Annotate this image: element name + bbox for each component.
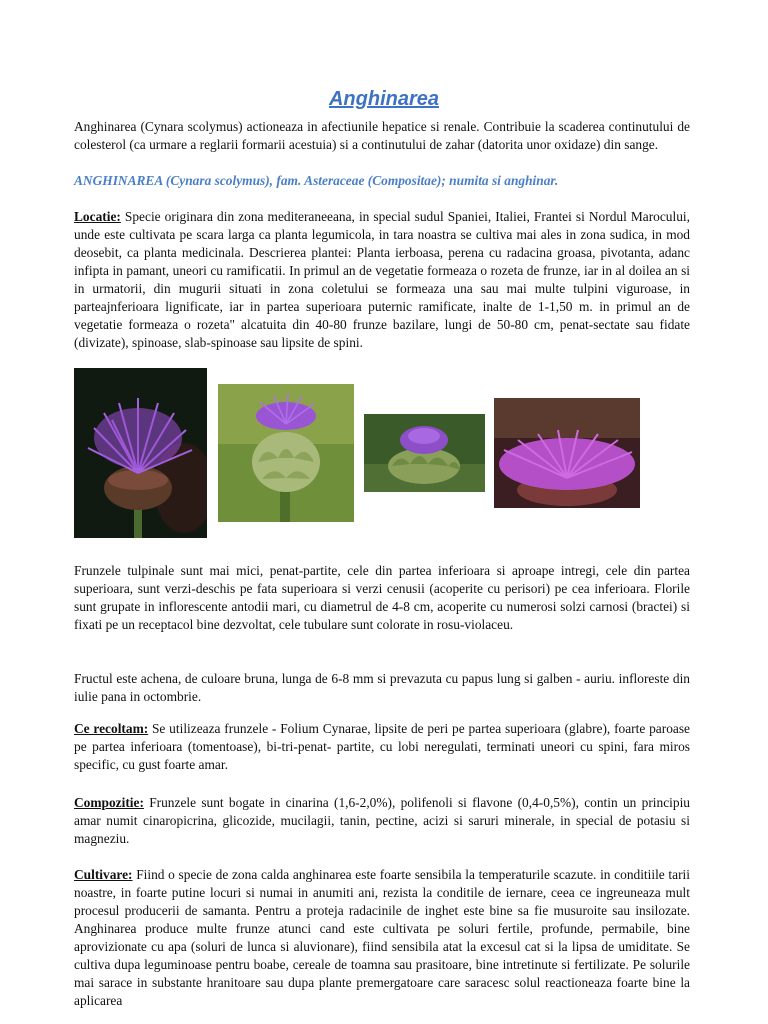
page-title: Anghinarea (328, 88, 440, 110)
artichoke-photo-4 (494, 398, 640, 508)
paragraph-frunze: Frunzele tulpinale sunt mai mici, penat-partite, cele din partea inferioara si aproape intregi, cele din partea superioara, sunt verzi-deschis pe fata superioara si verzi cenusii (acoperite cu perisori) pe cea inferioara. Florile sunt grupate in inflorescente antodii mari, cu diametrul de 4-8 cm, acoperite cu numerosi solzi carnosi (bractei) si fixati pe un receptacol bine dezvoltat, cele tubulare sunt colorate in rosu-violaceu. (74, 563, 690, 632)
paragraph-fructul: Fructul este achena, de culoare bruna, lunga de 6-8 mm si prevazuta cu papus lung si galben - auriu. infloreste din iulie pana in octombrie. (74, 671, 690, 704)
locatie-paragraph (74, 208, 690, 352)
cultivare-label: Cultivare: (74, 867, 133, 882)
cultivare-paragraph (74, 866, 690, 1010)
recoltam-text: Se utilizeaza frunzele - Folium Cynarae, lipsite de peri pe partea superioara (glabre), foarte paroase pe partea inferioara (tomentoase), bi-tri-penat- partite, cu lobi neregulati, terminati uneori cu spini, fara miros specific, cu gust foarte amar. (74, 721, 690, 772)
artichoke-photo-3 (364, 414, 485, 492)
intro-paragraph: Anghinarea (Cynara scolymus) actioneaza in afectiunile hepatice si renale. Contribuie la scaderea continutului de colesterol (ca urmare a reglarii formarii acestuia) si a continutului de zahar (datorita unor oxidaze) din sange. (74, 119, 690, 152)
subtitle: ANGHINAREA (Cynara scolymus), fam. Asteraceae (Compositae); numita si anghinar. (74, 173, 559, 188)
compozitie-label: Compozitie: (74, 795, 144, 810)
locatie-label: Locatie: (74, 209, 121, 224)
recoltam-paragraph (74, 720, 690, 774)
compozitie-paragraph (74, 794, 690, 848)
recoltam-label: Ce recoltam: (74, 721, 149, 736)
locatie-text: Specie originara din zona mediteraneeana, in special sudul Spaniei, Italiei, Frantei si Nordul Marocului, unde este cultivata pe scara larga ca planta legumicola, in tara noastra se cultiva mai ales in zona sudica, in mod deosebit, ca planta medicinala. Descrierea plantei: Planta ierboasa, perena cu radacina groasa, pivotanta, adanc infipta in pamant, uneori cu ramificatii. In primul an de vegetatie formeaza o rozeta de frunze, iar in al doilea an si in urmatorii, din mugurii situati in zona coletului se formeaza una sau mai multe tulpini viguroase, in parteajnferioara lignificate, iar in partea superioara puternic ramificate, inalte de 1-1,50 m. in primul an de vegetatie formeaza o rozeta" alcatuita din 40-80 frunze bazilare, lungi de 50-80 cm, penat-sectate sau fidate (divizate), spinoase, slab-spinoase sau lipsite de spini. (74, 209, 690, 350)
artichoke-photo-1 (74, 368, 207, 538)
artichoke-photo-2 (218, 384, 354, 522)
cultivare-text: Fiind o specie de zona calda anghinarea este foarte sensibila la temperaturile scazute. in conditiile tarii noastre, in foarte putine locuri si numai in anumiti ani, rezista la conditile de iernare, ceea ce ingreuneaza mult procesul producerii de samanta. Pentru a proteja radacinile de inghet este bine sa fie musuroite sau insilozate. Anghinarea produce multe frunze atunci cand este cultivata pe soluri fertile, profunde, permabile, bine aprovizionate cu apa (soluri de lunca si aluvionare), fiind sensibila atat la excesul cat si la lipsa de umiditate. Se cultiva dupa leguminoase pentru boabe, cereale de toamna sau prasitoare, bine intretinute si fertilizate. Pe solurile mai sarace in substante hranitoare sau dupa plante premergatoare care saracesc solul reactioneaza foarte bine la aplicarea (74, 867, 690, 1008)
compozitie-text: Frunzele sunt bogate in cinarina (1,6-2,0%), polifenoli si flavone (0,4-0,5%), contin un principiu amar numit cinaropicrina, glicozide, mucilagii, tanin, pectine, acizi si saruri minerale, in special de potasiu si magneziu. (74, 795, 690, 846)
